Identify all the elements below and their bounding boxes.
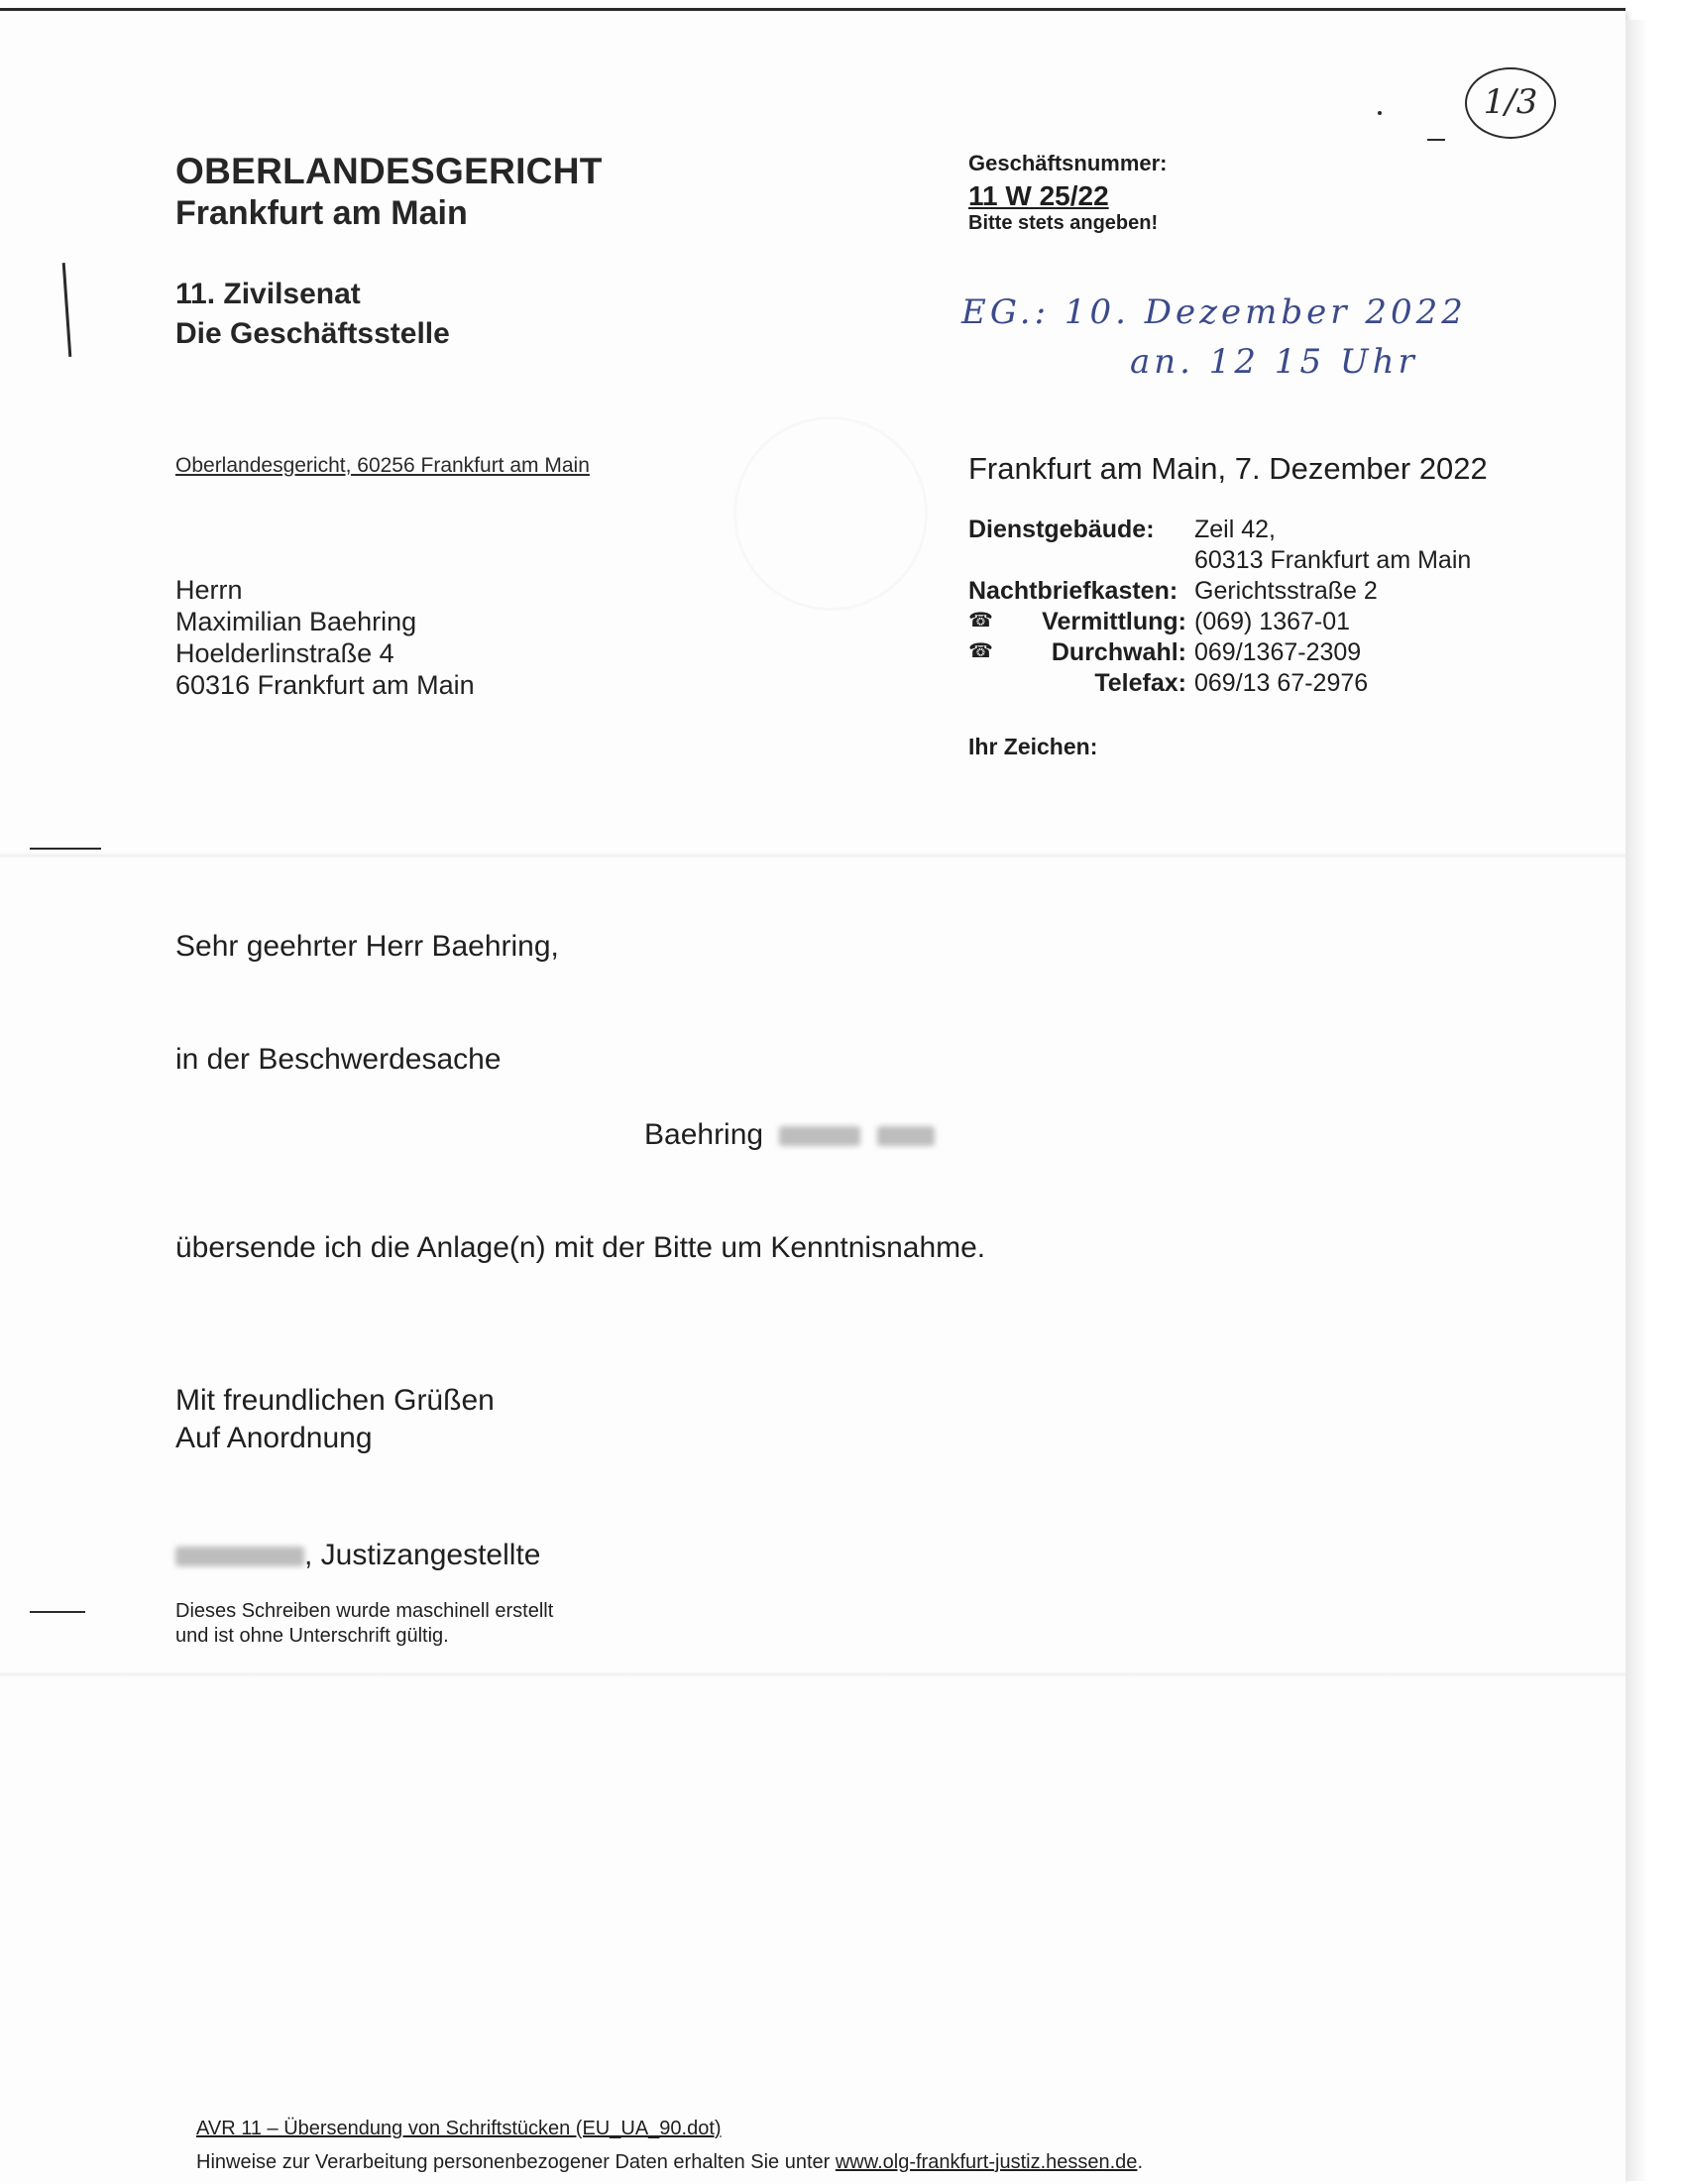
- ink-dash: [1427, 139, 1445, 141]
- handwritten-received-date: EG.: 10. Dezember 2022: [961, 292, 1467, 332]
- fold-line-upper: [0, 853, 1625, 859]
- letter-date: Frankfurt am Main, 7. Dezember 2022: [968, 451, 1488, 486]
- ink-dot: [1378, 111, 1382, 115]
- privacy-prefix: Hinweise zur Verarbeitung personenbezogener Daten erhalten Sie unter: [196, 2151, 836, 2173]
- phone-icon: ☎: [968, 640, 993, 662]
- switchboard-value: (069) 1367-01: [1194, 608, 1351, 635]
- return-address: Oberlandesgericht, 60256 Frankfurt am Main: [175, 454, 590, 477]
- reference-note: Bitte stets angeben!: [968, 212, 1159, 234]
- direct-row: [968, 638, 1361, 667]
- recipient-salutation: Herrn: [175, 575, 243, 605]
- handwritten-received-time: an. 12 15 Uhr: [1130, 342, 1418, 382]
- form-reference: AVR 11 – Übersendung von Schriftstücken (EU_UA_90.dot): [196, 2118, 722, 2139]
- switchboard-row: [968, 608, 1350, 636]
- privacy-note: [196, 2151, 1143, 2174]
- building-row: [968, 516, 1276, 544]
- redacted-text: [877, 1126, 935, 1146]
- mailbox-row: [968, 577, 1378, 606]
- direct-value: 069/1367-2309: [1194, 638, 1362, 666]
- fold-line-lower: [0, 1671, 1625, 1677]
- redacted-text: [779, 1126, 860, 1146]
- senate: 11. Zivilsenat: [175, 278, 361, 310]
- closing-authority: Auf Anordnung: [175, 1422, 373, 1454]
- phone-icon: ☎: [968, 610, 993, 632]
- letter-body: übersende ich die Anlage(n) mit der Bitte um Kenntnisnahme.: [175, 1231, 986, 1264]
- building-label: Dienstgebäude:: [968, 516, 1155, 543]
- switchboard-label: Vermittlung:: [1042, 608, 1186, 635]
- fax-value: 069/13 67-2976: [1194, 669, 1369, 697]
- privacy-link[interactable]: www.olg-frankfurt-justiz.hessen.de: [835, 2151, 1138, 2173]
- recipient-name: Maximilian Baehring: [175, 607, 417, 636]
- privacy-suffix: .: [1137, 2151, 1143, 2173]
- signer-role: , Justizangestellte: [304, 1539, 541, 1571]
- building-row-2: [968, 546, 1471, 575]
- court-name: OBERLANDESGERICHT: [175, 151, 603, 191]
- signer-line: [175, 1539, 540, 1572]
- closing-greeting: Mit freundlichen Grüßen: [175, 1384, 495, 1417]
- machine-note-line2: und ist ohne Unterschrift gültig.: [175, 1625, 449, 1647]
- building-line2: 60313 Frankfurt am Main: [1194, 546, 1472, 574]
- case-intro: in der Beschwerdesache: [175, 1043, 502, 1076]
- fax-label: Telefax:: [1094, 669, 1186, 697]
- fold-mark-lower: [30, 1611, 85, 1613]
- redacted-signer-name: [175, 1547, 304, 1566]
- your-reference-label: Ihr Zeichen:: [968, 734, 1098, 759]
- reference-label: Geschäftsnummer:: [968, 151, 1168, 175]
- fax-row: [968, 669, 1368, 698]
- reference-number: 11 W 25/22: [968, 180, 1109, 211]
- direct-label: Durchwahl:: [1051, 638, 1186, 666]
- building-line1: Zeil 42,: [1194, 516, 1276, 543]
- mailbox-value: Gerichtsstraße 2: [1194, 577, 1378, 605]
- page-mark-circle: 1/3: [1465, 67, 1556, 139]
- faint-seal-shadow: [733, 416, 928, 611]
- case-party-name: Baehring: [644, 1118, 764, 1151]
- registry-office: Die Geschäftsstelle: [175, 317, 450, 350]
- recipient-street: Hoelderlinstraße 4: [175, 638, 394, 668]
- paper-edge: [1625, 20, 1681, 2181]
- greeting: Sehr geehrter Herr Baehring,: [175, 930, 559, 963]
- recipient-city: 60316 Frankfurt am Main: [175, 670, 475, 700]
- mailbox-label: Nachtbriefkasten:: [968, 577, 1178, 605]
- fold-mark-upper: [30, 848, 101, 850]
- court-city: Frankfurt am Main: [175, 194, 468, 232]
- machine-note-line1: Dieses Schreiben wurde maschinell erstellt: [175, 1600, 554, 1622]
- case-parties: [644, 1118, 935, 1152]
